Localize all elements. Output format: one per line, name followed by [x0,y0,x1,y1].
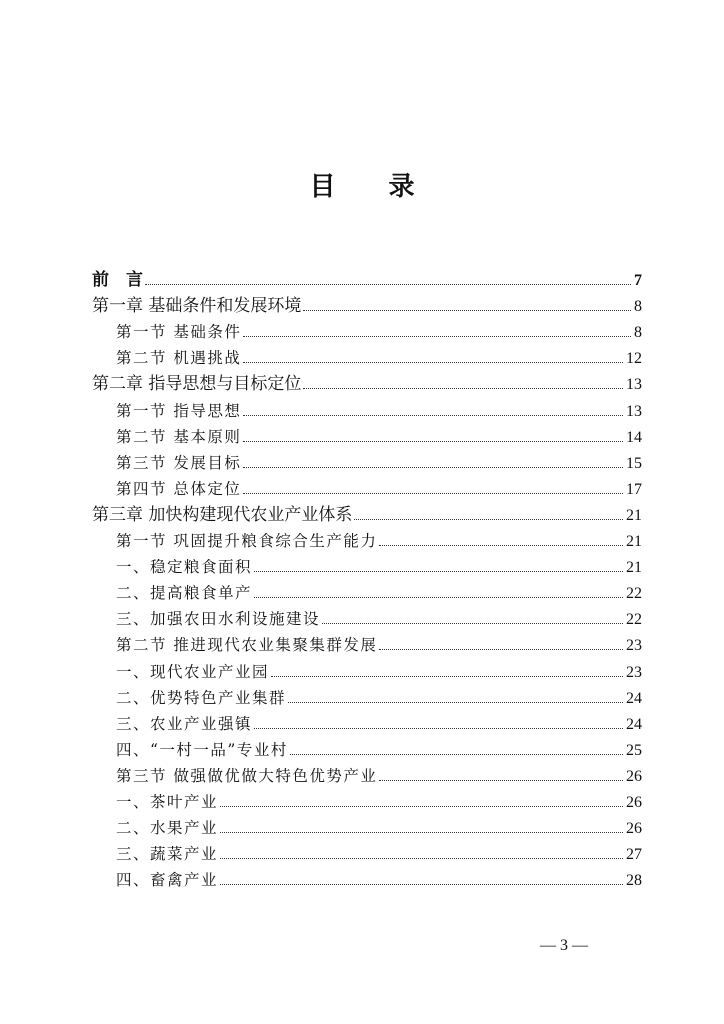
toc-entry-label: 三、加强农田水利设施建设 [116,610,321,629]
toc-dot-leader [254,571,623,572]
toc-entry-label: 第二章 指导思想与目标定位 [92,374,302,395]
toc-entry-label: 第二节 机遇挑战 [116,349,242,368]
toc-entry-label: 第一章 基础条件和发展环境 [92,296,302,317]
toc-entry-page: 21 [626,506,642,524]
toc-entry-page: 24 [626,689,642,707]
toc-entry-label: 第二节 推进现代农业集聚集群发展 [116,636,378,655]
toc-entry-page: 25 [626,741,642,759]
toc-entry-page: 14 [626,428,642,446]
toc-entry[interactable] [92,264,642,290]
toc-entry-label: 第一节 巩固提升粮食综合生产能力 [116,532,378,550]
toc-entry-page: 13 [626,402,642,420]
toc-entry-page: 7 [634,272,642,289]
toc-entry[interactable] [92,629,642,655]
toc-entry-label: 三、农业产业强镇 [116,714,253,733]
toc-entry-label: 一、现代农业产业园 [116,662,270,681]
toc-entry[interactable] [92,395,642,421]
toc-dot-leader [220,832,623,833]
toc-entry-label: 第一节 指导思想 [116,401,242,420]
toc-entry-page: 12 [626,350,642,368]
toc-dot-leader [379,649,623,650]
toc-dot-leader [220,884,623,885]
toc-entry[interactable] [92,734,642,760]
toc-dot-leader [243,441,623,442]
toc-entry[interactable] [92,421,642,447]
toc-dot-leader [303,310,631,311]
toc-entry-page: 26 [626,820,642,838]
toc-entry[interactable] [92,473,642,499]
toc-entry-label: 四、畜禽产业 [116,871,219,890]
toc-dot-leader [322,623,623,624]
toc-entry[interactable] [92,290,642,316]
toc-dot-leader [290,754,623,755]
toc-dot-leader [354,519,623,520]
toc-entry-label: 二、水果产业 [116,819,219,838]
toc-entry[interactable] [92,760,642,786]
page-number-footer: — 3 — [540,937,588,954]
toc-dot-leader [243,467,623,468]
toc-entry[interactable] [92,708,642,734]
toc-entry[interactable] [92,682,642,708]
toc-entry[interactable] [92,551,642,577]
toc-entry-label: 第三章 加快构建现代农业产业体系 [92,504,353,525]
toc-entry-label: 四、“一村一品”专业村 [116,740,288,759]
toc-dot-leader [243,493,623,494]
toc-entry-label: 第三节 发展目标 [116,453,242,472]
toc-entry-label: 一、稳定粮食面积 [116,558,253,577]
toc-entry[interactable] [92,577,642,603]
toc-entry[interactable] [92,838,642,864]
toc-entry-label: 二、优势特色产业集群 [116,688,287,707]
toc-entry-label: 第四节 总体定位 [116,479,242,498]
toc-entry[interactable] [92,864,642,890]
toc-entry[interactable] [92,316,642,342]
toc-entry-page: 27 [626,846,642,864]
toc-dot-leader [220,858,623,859]
toc-entry[interactable] [92,812,642,838]
toc-entry-page: 22 [626,585,642,603]
toc-dot-leader [243,336,631,337]
toc-entry-label: 三、蔬菜产业 [116,845,219,864]
toc-entry[interactable] [92,656,642,682]
toc-dot-leader [145,284,631,285]
toc-entry-page: 24 [626,715,642,733]
toc-entry-label: 前 言 [92,270,143,290]
toc-entry-page: 23 [626,663,642,681]
toc-entry[interactable] [92,603,642,629]
toc-entry-page: 23 [626,637,642,655]
toc-entry[interactable] [92,525,642,551]
toc-entry[interactable] [92,499,642,525]
toc-dot-leader [303,388,623,389]
toc-dot-leader [254,597,623,598]
toc-entry-label: 第三节 做强做优做大特色优势产业 [116,766,378,785]
toc-entry[interactable] [92,342,642,368]
toc-dot-leader [254,728,623,729]
toc-dot-leader [271,676,623,677]
toc-entry-page: 8 [634,324,642,342]
page-title: 目 录 [309,172,437,202]
toc-dot-leader [379,545,623,546]
toc-entry-page: 8 [634,298,642,316]
toc-dot-leader [379,780,623,781]
toc-entry-page: 13 [626,376,642,394]
toc-entry[interactable] [92,786,642,812]
toc-entry-label: 第一节 基础条件 [116,323,242,342]
toc-entry-page: 22 [626,611,642,629]
toc-entry-label: 一、茶叶产业 [116,793,219,811]
toc-entry-page: 21 [626,559,642,577]
toc-entry-page: 17 [626,480,642,498]
toc-entry-page: 26 [626,767,642,785]
toc-entry-label: 第二节 基本原则 [116,427,242,446]
toc-entry[interactable] [92,368,642,394]
toc-dot-leader [243,362,623,363]
toc-dot-leader [220,806,623,807]
toc-dot-leader [243,415,623,416]
toc-dot-leader [288,702,623,703]
toc-entry-label: 二、提高粮食单产 [116,584,253,603]
toc-entry-page: 21 [626,533,642,550]
toc-entry-page: 28 [626,872,642,890]
toc-entry[interactable] [92,447,642,473]
toc-entry-page: 15 [626,454,642,472]
toc-entry-page: 26 [626,794,642,811]
